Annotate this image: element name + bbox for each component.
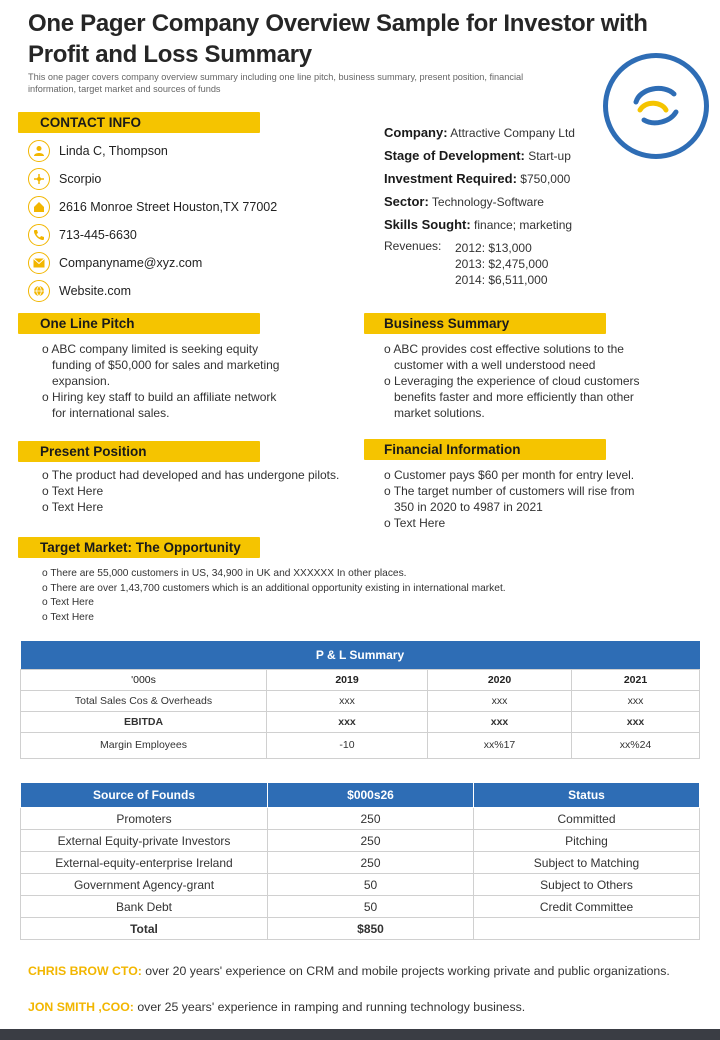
page-title: One Pager Company Overview Sample for Investor with Profit and Loss Summary: [28, 10, 648, 68]
financial-list: [384, 467, 654, 531]
source-of-funds-table: [20, 782, 700, 940]
skills-row: Skills Sought: finance; marketing: [384, 217, 573, 232]
table-row: Government Agency-grant 50 Subject to Others: [21, 874, 700, 896]
business-summary-header: Business Summary: [364, 313, 606, 334]
list-item: o There are over 1,43,700 customers which is an additional opportunity existing in international market.: [42, 582, 506, 594]
contact-email: Companyname@xyz.com: [59, 256, 203, 270]
table-row: External Equity-private Investors 250 Pitching: [21, 830, 700, 852]
table-row: Total Sales Cos & Overheads xxx xxx xxx: [21, 690, 700, 711]
table-header-row: '000s 2019 2020 2021: [21, 669, 700, 690]
person-icon: [28, 140, 50, 162]
footer-bar: [0, 1029, 720, 1040]
table-row: EBITDA xxx xxx xxx: [21, 711, 700, 732]
swirl-logo-icon: [630, 80, 682, 132]
list-item: o Text Here: [42, 611, 94, 623]
one-line-pitch-header: One Line Pitch: [18, 313, 260, 334]
contact-row-email: [28, 251, 202, 275]
contact-row-sign: [28, 167, 101, 191]
contact-sign: Scorpio: [59, 172, 102, 186]
list-item: o ABC company limited is seeking equity funding of $50,000 for sales and marketing expansion.: [42, 342, 280, 388]
sector-row: Sector: Technology-Software: [384, 194, 544, 209]
page-subtitle: This one pager covers company overview summary including one line pitch, business summary, present position, financial information, target market and sources of funds: [28, 72, 524, 94]
contact-name: Linda C, Thompson: [59, 144, 168, 158]
table-row: Margin Employees -10 xx%17 xx%24: [21, 732, 700, 758]
list-item: o Text Here: [384, 516, 446, 530]
home-icon: [28, 196, 50, 218]
contact-phone: 713-445-6630: [59, 228, 137, 242]
revenues-label: Revenues:: [384, 239, 442, 253]
target-market-header: Target Market: The Opportunity: [18, 537, 260, 558]
list-item: o Text Here: [42, 597, 94, 608]
table-row: Bank Debt 50 Credit Committee: [21, 896, 700, 918]
contact-row-website: [28, 279, 131, 303]
present-position-header: Present Position: [18, 441, 260, 462]
list-item: o There are 55,000 customers in US, 34,900 in UK and XXXXXX In other places.: [42, 568, 407, 579]
business-list: [384, 341, 654, 421]
person-coo: JON SMITH ,COO: over 25 years' experience in ramping and running technology business.: [28, 1000, 526, 1014]
table-row: Promoters 250 Committed: [21, 808, 700, 830]
pl-caption: P & L Summary: [21, 641, 700, 669]
person-cto: CHRIS BROW CTO: over 20 years' experience on CRM and mobile projects working private and public organizations.: [28, 964, 670, 978]
target-list: [42, 567, 662, 625]
list-item: o The product had developed and has undergone pilots.: [42, 468, 340, 482]
financial-information-header: Financial Information: [364, 439, 606, 460]
list-item: o Hiring key staff to build an affiliate network for international sales.: [42, 390, 277, 420]
zodiac-icon: [28, 168, 50, 190]
list-item: o ABC provides cost effective solutions to the customer with a well understood need: [384, 342, 624, 372]
company-row: Company: Attractive Company Ltd: [384, 125, 575, 140]
list-item: o Customer pays $60 per month for entry level.: [384, 468, 635, 482]
table-total-row: Total $850: [21, 918, 700, 940]
globe-icon: [28, 280, 50, 302]
pl-summary-table: [20, 641, 700, 759]
table-row: External-equity-enterprise Ireland 250 Subject to Matching: [21, 852, 700, 874]
mail-icon: [28, 252, 50, 274]
list-item: o Text Here: [42, 500, 104, 514]
phone-icon: [28, 224, 50, 246]
company-logo: [603, 53, 709, 159]
list-item: o The target number of customers will rise from 350 in 2020 to 4987 in 2021: [384, 484, 635, 514]
revenues-list: 2012: $13,000 2013: $2,475,000 2014: $6,511,000: [455, 241, 549, 287]
present-list: [42, 467, 352, 515]
contact-address: 2616 Monroe Street Houston,TX 77002: [59, 200, 278, 214]
pitch-list: [42, 341, 292, 421]
contact-row-name: [28, 139, 168, 163]
contact-row-phone: [28, 223, 137, 247]
list-item: o Text Here: [42, 484, 104, 498]
table-header-row: Source of Founds $000s26 Status: [21, 783, 700, 808]
investment-row: Investment Required: $750,000: [384, 171, 571, 186]
contact-row-address: [28, 195, 277, 219]
stage-row: Stage of Development: Start-up: [384, 148, 571, 163]
list-item: o Leveraging the experience of cloud customers benefits faster and more efficiently than other market solutions.: [384, 374, 640, 420]
contact-website: Website.com: [59, 284, 132, 298]
contact-info-header: CONTACT INFO: [18, 112, 260, 133]
